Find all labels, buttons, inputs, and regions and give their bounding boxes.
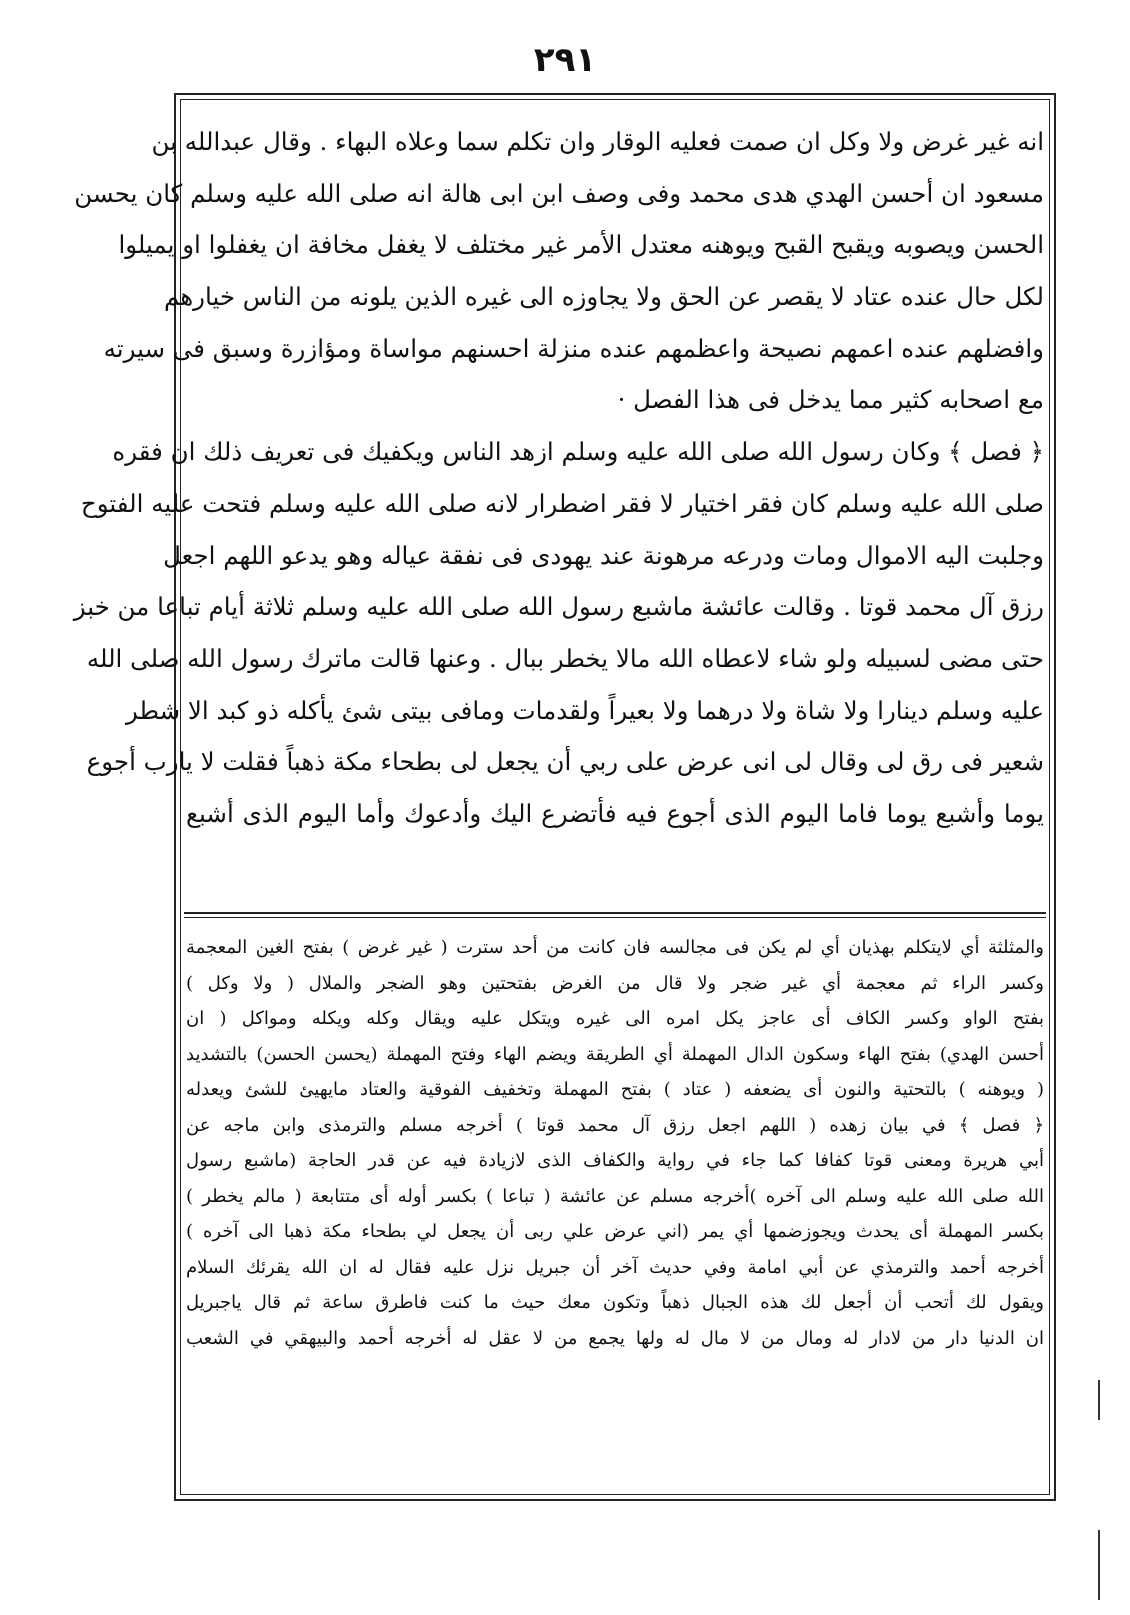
note-line: وكسر الراء ثم معجمة أي غير ضجر ولا قال من الغرض بفتحتين وهو الضجر والملال ( ولا وكل ) xyxy=(186,972,1044,994)
main-line: يوما وأشبع يوما فاما اليوم الذى أجوع فيه فأتضرع اليك وأدعوك وأما اليوم الذى أشبع xyxy=(186,798,1044,828)
note-line: والمثلثة أي لايتكلم بهذيان أي لم يكن فى مجالسه فان كانت من أحد سترت ( غير غرض ) بفتح الغين المعجمة xyxy=(186,937,1044,958)
note-line: ﴿ فصل ﴾ في بيان زهده ( اللهم اجعل رزق آل محمد قوتا ) أخرجه مسلم والترمذى وابن ماجه عن xyxy=(186,1114,1044,1136)
note-line: أحسن الهدي) بفتح الهاء وسكون الدال المهملة أي الطريقة ويضم الهاء وفتح المهملة (يحسن الحسن) بالتشديد xyxy=(186,1043,1044,1065)
note-line: ويقول لك أتحب أن أجعل لك هذه الجبال ذهباً وتكون معك حيث ما كنت فاطرق ساعة ثم قال ياجبريل xyxy=(186,1292,1044,1313)
note-line: ( ويوهنه ) بالتحتية والنون أى يضعفه ( عتاد ) بفتح المهملة وتخفيف الفوقية والعتاد مايهيئ للشئ ويعدله xyxy=(186,1079,1044,1100)
main-line: رزق آل محمد قوتا . وقالت عائشة ماشبع رسول الله صلى الله عليه وسلم ثلاثة أيام تباعا من خبز xyxy=(73,592,1044,622)
note-line: الله صلى الله عليه وسلم الى آخره )أخرجه مسلم عن عائشة ( تباعا ) بكسر أوله أى متتابعة ( مالم يخطر ) xyxy=(186,1185,1044,1207)
main-line: لكل حال عنده عتاد لا يقصر عن الحق ولا يجاوزه الى غيره الذين يلونه من الناس خيارهم xyxy=(163,282,1044,312)
section-heading-line: ﴿ فصل ﴾ وكان رسول الله صلى الله عليه وسلم ازهد الناس ويكفيك فى تعريف ذلك ان فقره xyxy=(112,437,1044,467)
notes-separator-thin xyxy=(184,917,1046,918)
main-line: وافضلهم عنده اعمهم نصيحة واعظمهم عنده منزلة احسنهم مواساة ومؤازرة وسبق فى سيرته xyxy=(103,333,1044,363)
main-line: صلى الله عليه وسلم كان فقر اختيار لا فقر اضطرار لانه صلى الله عليه وسلم فتحت عليه الفتوح xyxy=(80,488,1044,518)
scan-edge-mark xyxy=(1098,1380,1100,1420)
main-line: مع اصحابه كثير مما يدخل فى هذا الفصل · xyxy=(617,385,1044,415)
scan-edge-mark xyxy=(1098,1530,1100,1600)
note-line: بفتح الواو وكسر الكاف أى عاجز يكل امره الى غيره ويتكل عليه ويقال وكله ويكله ومواكل ( ان xyxy=(186,1008,1044,1029)
main-line: انه غير غرض ولا وكل ان صمت فعليه الوقار وان تكلم سما وعلاه البهاء . وقال عبدالله بن xyxy=(151,127,1044,156)
note-line: أخرجه أحمد والترمذي عن أبي امامة وفي حديث آخر أن جبريل نزل عليه فقال له ان الله يقرئك السلام xyxy=(186,1256,1044,1278)
main-line: وجلبت اليه الاموال ومات ودرعه مرهونة عند يهودى فى نفقة عياله وهو يدعو اللهم اجعل xyxy=(163,540,1044,570)
note-line: أبي هريرة ومعنى قوتا كفافا كما جاء في رواية والكفاف الذى لازيادة فيه عن قدر الحاجة (ماشبع رسول xyxy=(186,1150,1044,1171)
notes-text-block xyxy=(186,930,1044,1356)
note-line: بكسر المهملة أى يحدث ويجوزضمها أي يمر (اني عرض علي ربى أن يجعل لي بطحاء مكة ذهبا الى آخره ) xyxy=(186,1221,1044,1242)
main-text-block xyxy=(73,116,1044,840)
main-line: الحسن ويصوبه ويقبح القبح ويوهنه معتدل الأمر غير مختلف لا يغفل مخافة ان يغفلوا او يميلوا xyxy=(118,230,1044,260)
main-line: حتى مضى لسبيله ولو شاء لاعطاه الله مالا يخطر ببال . وعنها قالت ماترك رسول الله صلى الله xyxy=(86,643,1044,673)
page-number: ٢٩١ xyxy=(533,40,597,80)
notes-separator xyxy=(184,912,1046,914)
note-line: ان الدنيا دار من لادار له ومال من لا مال له ولها يجمع من لا عقل له أخرجه أحمد والبيهقي في الشعب xyxy=(186,1327,1044,1349)
main-line: مسعود ان أحسن الهدي هدى محمد وفى وصف ابن ابى هالة انه صلى الله عليه وسلم كان يحسن xyxy=(74,178,1044,208)
main-line: عليه وسلم دينارا ولا شاة ولا درهما ولا بعيراً ولقدمات ومافى بيتى شئ يأكله ذو كبد الا شطر xyxy=(125,695,1044,725)
main-line: شعير فى رق لى وقال لى انى عرض على ربي أن يجعل لى بطحاء مكة ذهباً فقلت لا يارب أجوع xyxy=(86,747,1044,777)
